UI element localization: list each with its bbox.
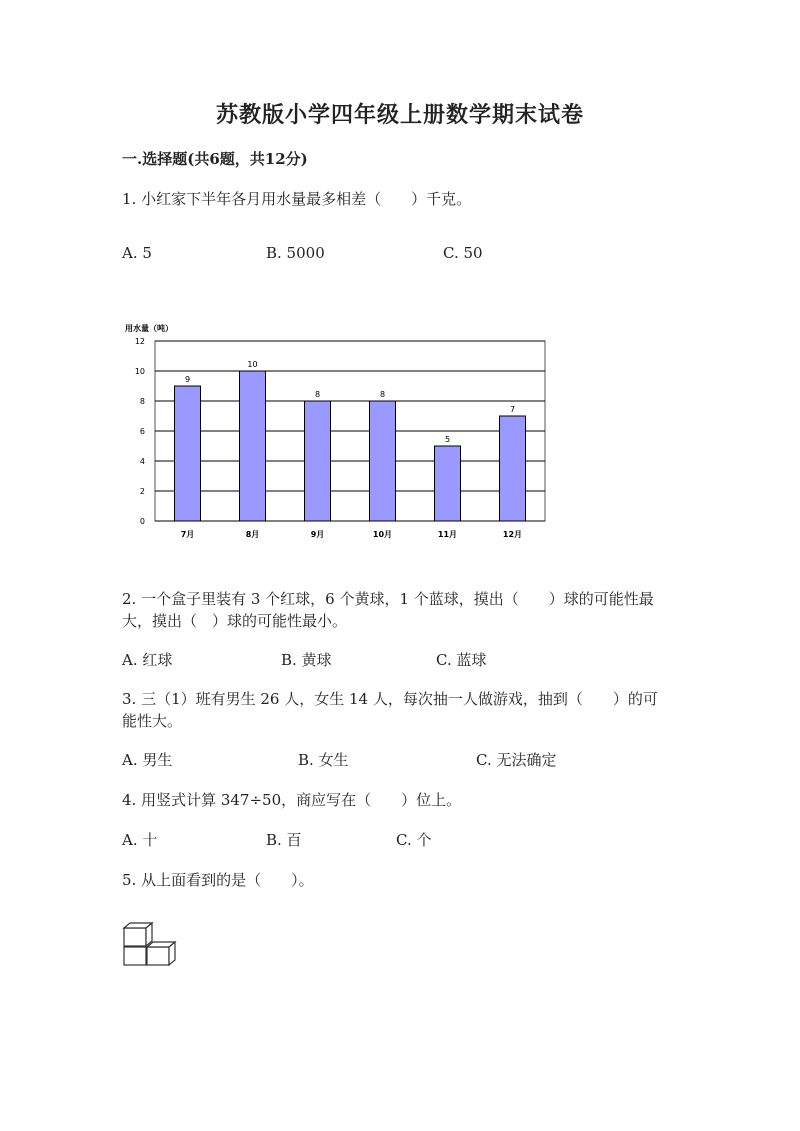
bar-11月	[435, 446, 461, 521]
question-3-option-a: A. 男生	[122, 751, 173, 769]
question-2-option-a: A. 红球	[122, 651, 173, 669]
x-tick-label: 10月	[372, 530, 393, 539]
question-2-line-1: 2. 一个盒子里装有 3 个红球，6 个黄球，1 个蓝球，摸出（ ）球的可能性最	[122, 590, 654, 608]
bar-9月	[305, 401, 331, 521]
bar-value-label: 10	[247, 360, 258, 369]
bar-12月	[500, 416, 526, 521]
question-3-option-b: B. 女生	[298, 751, 349, 769]
question-1-option-a: A. 5	[122, 244, 152, 262]
x-tick-label: 8月	[245, 530, 260, 539]
question-3-option-c: C. 无法确定	[476, 751, 557, 769]
question-3-line-1: 3. 三（1）班有男生 26 人，女生 14 人，每次抽一人做游戏，抽到（ ）的可	[122, 690, 658, 708]
question-2-line-2: 大，摸出（ ）球的可能性最小。	[122, 612, 348, 630]
question-4-text: 4. 用竖式计算 347÷50，商应写在（ ）位上。	[122, 791, 462, 809]
question-4-option-b: B. 百	[266, 831, 302, 849]
bar-value-label: 8	[379, 390, 386, 399]
question-4-option-c: C. 个	[396, 831, 432, 849]
bar-value-label: 7	[509, 405, 516, 414]
y-tick-label: 10	[134, 367, 145, 376]
x-tick-label: 12月	[502, 530, 523, 539]
y-tick-label: 0	[139, 517, 145, 526]
y-tick-label: 12	[134, 337, 145, 346]
bar-10月	[370, 401, 396, 521]
bar-value-label: 9	[184, 375, 191, 384]
question-2-option-c: C. 蓝球	[436, 651, 487, 669]
y-tick-label: 8	[139, 397, 145, 406]
question-1-option-c: C. 50	[443, 244, 483, 262]
y-axis-title: 用水量（吨）	[125, 324, 173, 333]
page-title: 苏教版小学四年级上册数学期末试卷	[215, 102, 584, 128]
x-tick-label: 11月	[437, 530, 458, 539]
question-2-option-b: B. 黄球	[281, 651, 332, 669]
question-3-line-2: 能性大。	[122, 712, 183, 730]
bar-8月	[240, 371, 266, 521]
water-usage-bar-chart	[120, 318, 560, 548]
section-heading: 一.选择题(共6题，共12分)	[122, 150, 308, 168]
question-4-option-a: A. 十	[122, 831, 158, 849]
y-tick-label: 6	[139, 427, 145, 436]
bar-value-label: 5	[444, 435, 451, 444]
question-5-text: 5. 从上面看到的是（ ）。	[122, 871, 314, 889]
x-tick-label: 7月	[180, 530, 195, 539]
bar-7月	[175, 386, 201, 521]
question-1-option-b: B. 5000	[266, 244, 325, 262]
y-tick-label: 4	[139, 457, 145, 466]
y-tick-label: 2	[139, 487, 145, 496]
question-1-text: 1. 小红家下半年各月用水量最多相差（ ）千克。	[122, 190, 472, 208]
x-tick-label: 9月	[310, 530, 325, 539]
bar-value-label: 8	[314, 390, 321, 399]
stacked-cubes-figure	[120, 920, 182, 970]
